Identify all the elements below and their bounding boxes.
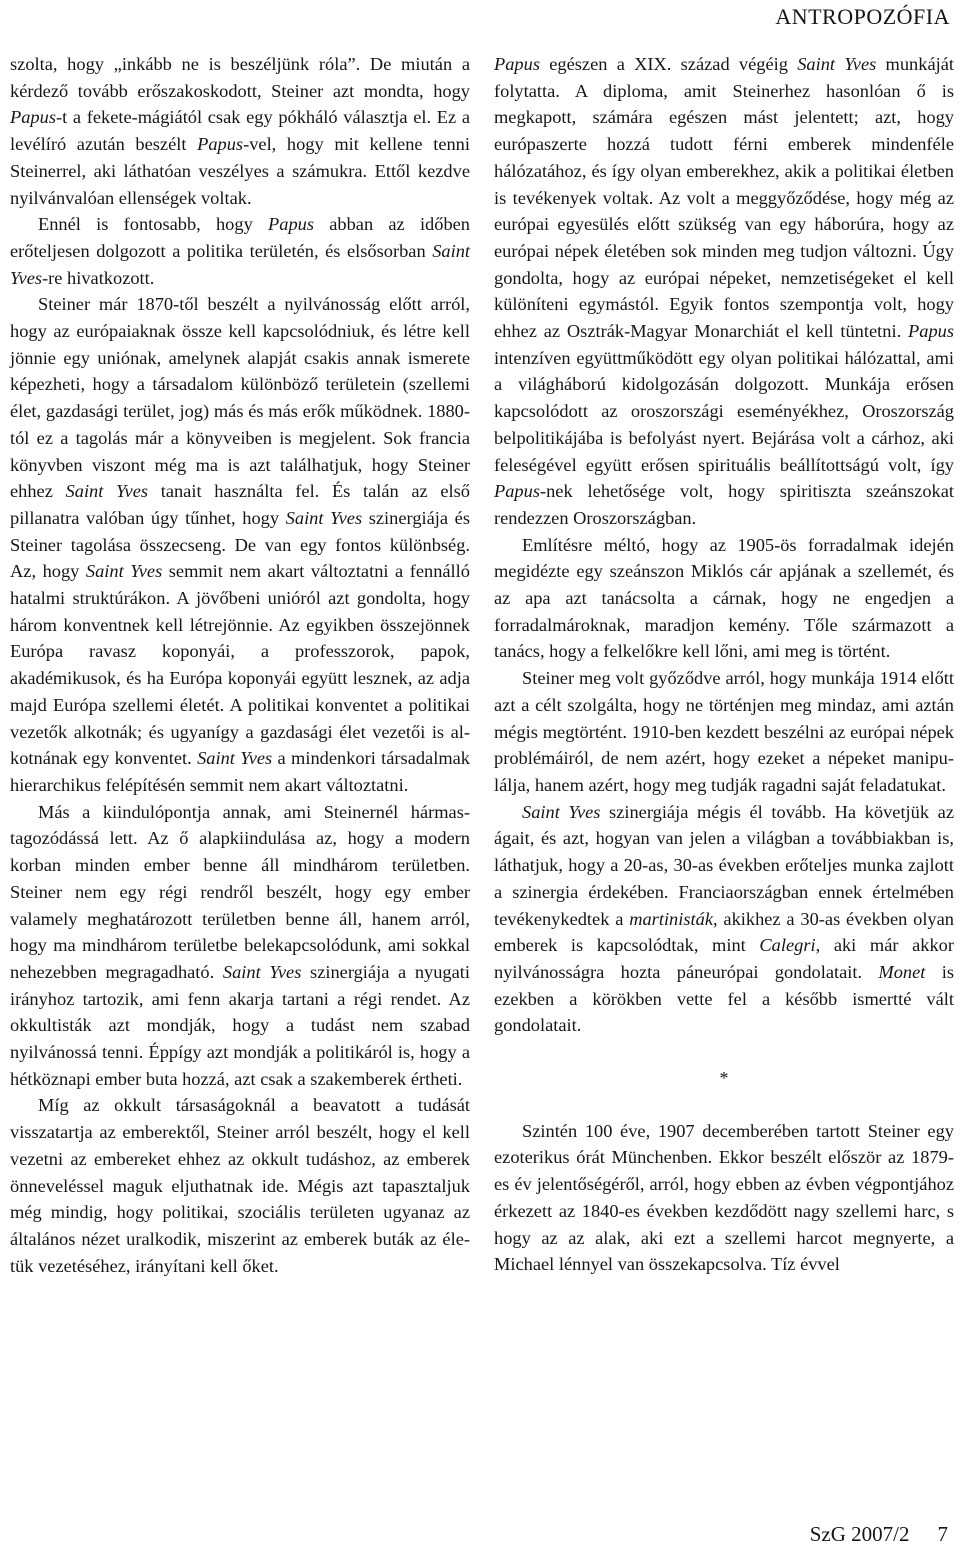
paragraph: Steiner meg volt győződve arról, hogy munkája 1914 előtt azt a célt szolgálta, hogy ne történjen meg mindaz, ami aztán mégis megtörtént. 1910-ben kezdett beszélni az európai népek problémáiról, de nem azért, hogy ezeket a népeket manipulálja, hanem azért, hogy meg tudják ragadni saját feladatukat. xyxy=(494,668,954,795)
page-header xyxy=(775,4,950,30)
paragraph: Más a kiindulópontja annak, ami Steinernél hármas-tagozódássá lett. Az ő alapkiindulása az, hogy a modern korban minden ember benne áll mindhárom területben. Steiner nem egy régi rendről beszélt, hogy egy ember valamely meghatározott területben benne áll, hanem arról, hogy ma mindhárom területbe belekapcsolódunk, ami sokkal nehezebben megragadható. Saint Yves szinergiája a nyugati irányhoz tartozik, ami fenn akarja tartani a régi rendet. Az okkultisták azt mondják, hogy a tudást nem szabad nyilvánossá tenni. Éppígy azt mondják a politikáról is, hogy a hétköznapi ember buta hozzá, azt csak a szakemberek értheti. xyxy=(10,801,470,1089)
left-text-column xyxy=(10,51,470,1279)
page-number: 7 xyxy=(937,1522,948,1546)
section-title: ANTROPOZÓFIA xyxy=(775,4,950,29)
issue-label: SzG 2007/2 xyxy=(809,1522,910,1546)
paragraph: szolta, hogy „inkább ne is beszéljünk róla”. De miután a kérdező tovább erőszakoskodott, Steiner azt mondta, hogy Papus-t a fekete-mágiától csak egy pókháló választja el. Ez a levélíró azután beszélt Papus-vel, hogy mit kellene tenni Steinerrel, aki láthatóan veszélyes a számukra. Ettől kezdve nyilvánvalóan ellenségek voltak. xyxy=(10,54,470,208)
right-text-column xyxy=(494,51,954,1278)
section-separator: * xyxy=(719,1068,729,1089)
paragraph: Említésre méltó, hogy az 1905-ös forradalmak idején megidézte egy szeánszon Miklós cár apjának a szellemét, és az apa azt tanácsolta a cárnak, hogy ne engedjen a forradalmároknak, maradjon kemény. Tőle származott a tanács, hogy a felkelőkre kell lőni, ami meg is történt. xyxy=(494,534,954,662)
paragraph: Ennél is fontosabb, hogy Papus abban az időben erőteljesen dolgozott a politika területén, és elsősorban Saint Yves-re hivatkozott. xyxy=(10,214,470,288)
paragraph: Míg az okkult társaságoknál a beavatott a tudását visszatartja az emberektől, Steiner arról beszélt, hogy el kell vezetni az embereket ehhez az okkult tudáshoz, az emberek önneveléssel maguk eljuthatnak ide. Mégis azt tapasztaljuk még mindig, hogy politikai, szociális területen ugyanaz az általános nézet uralkodik, miszerint az emberek buták az életük vezetéséhez, irányítani kell őket. xyxy=(10,1095,470,1276)
paragraph: Saint Yves szinergiája mégis él tovább. Ha követjük az ágait, és azt, hogyan van jelen a világban a továbbiakban is, láthatjuk, hogy a 20-as, 30-as években erőteljes munka zajlott a szinergia érdekében. Franciaországban ennek értelmében tevékenykedtek a martinisták, akikhez a 30-as években olyan emberek is kapcsolódtak, mint Calegri, aki már akkor nyilvánosságra hozta páneurópai gondolatait. Monet is ezekben a körökben vette fel a később ismertté vált gondolatait. xyxy=(494,801,954,1036)
paragraph: Steiner már 1870-től beszélt a nyilvánosság előtt arról, hogy az európaiaknak össze kell kapcsolódniuk, és létre kell jönnie egy uniónak, amelynek alapját csakis annak ismerete képezheti, hogy a társadalom különböző területein (szellemi élet, gazdasági terület, jog) más és más erők működnek. 1880-tól ez a tagolás már a könyveiben is megjelent. Sok francia könyvben viszont még ma is azt találhatjuk, hogy Steiner ehhez Saint Yves tanait használta fel. És talán az első pillanatra valóban úgy tűnhet, hogy Saint Yves szinergiája és Steiner tagolása összecseng. De van egy fontos különbség. Az, hogy Saint Yves semmit nem akart változtatni a fennálló hatalmi struktúrákon. A jövőbeni unióról azt gondolta, hogy három konventnek kell létrejönnie. Az egyikben összejönnek Európa ravasz koponyái, a professzorok, papok, akadémikusok, és ha Európa koponyái együtt lesznek, az adja majd Európa szellemi életét. A politikai konventet a politikai vezetők alkotnák; és ugyanígy a gazdasági élet vezetői is alkotnának egy konventet. Saint Yves a mindenkori társadalmak hierarchikus felépítésén semmit nem akart változtatni. xyxy=(10,294,470,795)
page-footer xyxy=(810,1522,948,1547)
paragraph: Papus egészen a XIX. század végéig Saint Yves munkáját folytatta. A diploma, amit Steinerhez hasonlóan ő is megkapott, számára egészen mást jelentett; azt, hogy európaszerte hozzá tudott férni emberek mindenféle hálózatához, és így olyan emberekhez, akik a politikai életben is tevékenyek voltak. Az volt a meggyőződése, hogy még az európai egyesülés előtt szükség van egy háborúra, hogy az európai népek életében sok minden meg tudjon változni. Úgy gondolta, hogy az európai népeket, nemzetiségeket el kell különíteni egymástól. Egyik fontos szempontja volt, hogy ehhez az Osztrák-Magyar Monarchiát el kell tüntetni. Papus intenzíven együttműködött egy olyan politikai hálózattal, ami a világháború kidolgozásán dolgozott. Munkája erősen kapcsolódott az oroszországi eseményékhez, Oroszország belpolitikájába is befolyást nyert. Bejárása volt a cárhoz, aki feleségével együtt erősen spirituális beállítottságú volt, így Papus-nek lehetősége volt, hogy spiritiszta szeánszokat rendezzen Oroszországban. xyxy=(494,54,954,528)
paragraph: Szintén 100 éve, 1907 decemberében tartott Steiner egy ezoterikus órát Münchenben. Ekkor beszélt először az 1879-es év jelentőségéről, arról, hogy ebben az évben végpontjához érkezett az 1840-es években kezdődött nagy szellemi harc, s hogy az az alak, aki ezt a szellemi harcot megnyerte, a Michael lénnyel van összekapcsolva. Tíz évvel xyxy=(494,1120,954,1275)
